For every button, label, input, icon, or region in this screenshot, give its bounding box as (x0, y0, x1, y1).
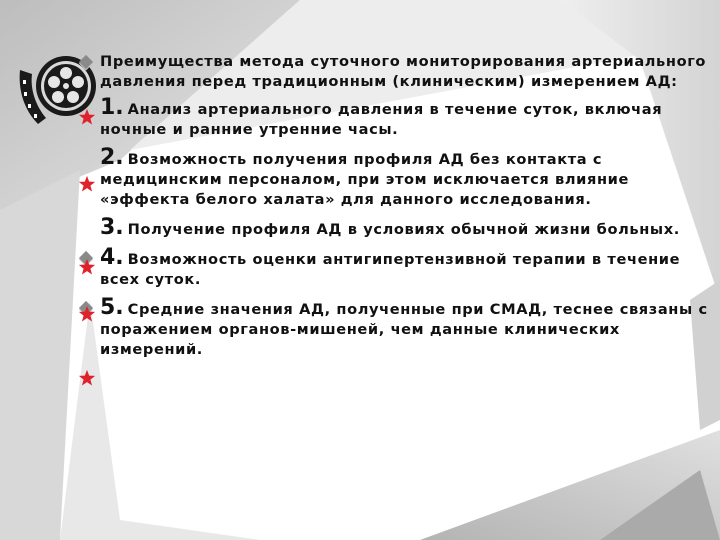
slide-content (78, 52, 708, 368)
item-text: Анализ артериального давления в течение суток, включая ночные и ранние утренние часы. (100, 101, 663, 138)
list-item-2 (78, 145, 708, 210)
item-text: Возможность оценки антигипертензивной терапии в течение всех суток. (100, 251, 681, 288)
item-number: 5. (100, 295, 124, 320)
list-item-4 (78, 245, 708, 290)
star-icon (78, 305, 96, 323)
list-item-5 (78, 295, 708, 360)
item-text: Возможность получения профиля АД без контакта с медицинским персоналом, при этом исключается влияние «эффекта белого халата» для данного исследования. (100, 151, 629, 208)
item-number: 1. (100, 95, 124, 120)
star-icon (78, 258, 96, 276)
list-item-3 (78, 215, 708, 240)
star-icon (78, 175, 96, 193)
intro-text: Преимущества метода суточного мониторирования артериального давления перед традиционным (клиническим) измерением АД: (100, 53, 707, 90)
item-number: 3. (100, 215, 124, 240)
item-number: 4. (100, 245, 124, 270)
item-text: Получение профиля АД в условиях обычной жизни больных. (127, 221, 680, 238)
item-text: Средние значения АД, полученные при СМАД, теснее связаны с поражением органов-мишеней, чем данные клинических измерений. (100, 301, 708, 358)
star-icon (78, 108, 96, 126)
list-item-1 (78, 95, 708, 140)
diamond-bullet-icon (79, 55, 93, 69)
star-icon (78, 369, 96, 387)
intro-item (78, 52, 708, 92)
item-number: 2. (100, 145, 124, 170)
